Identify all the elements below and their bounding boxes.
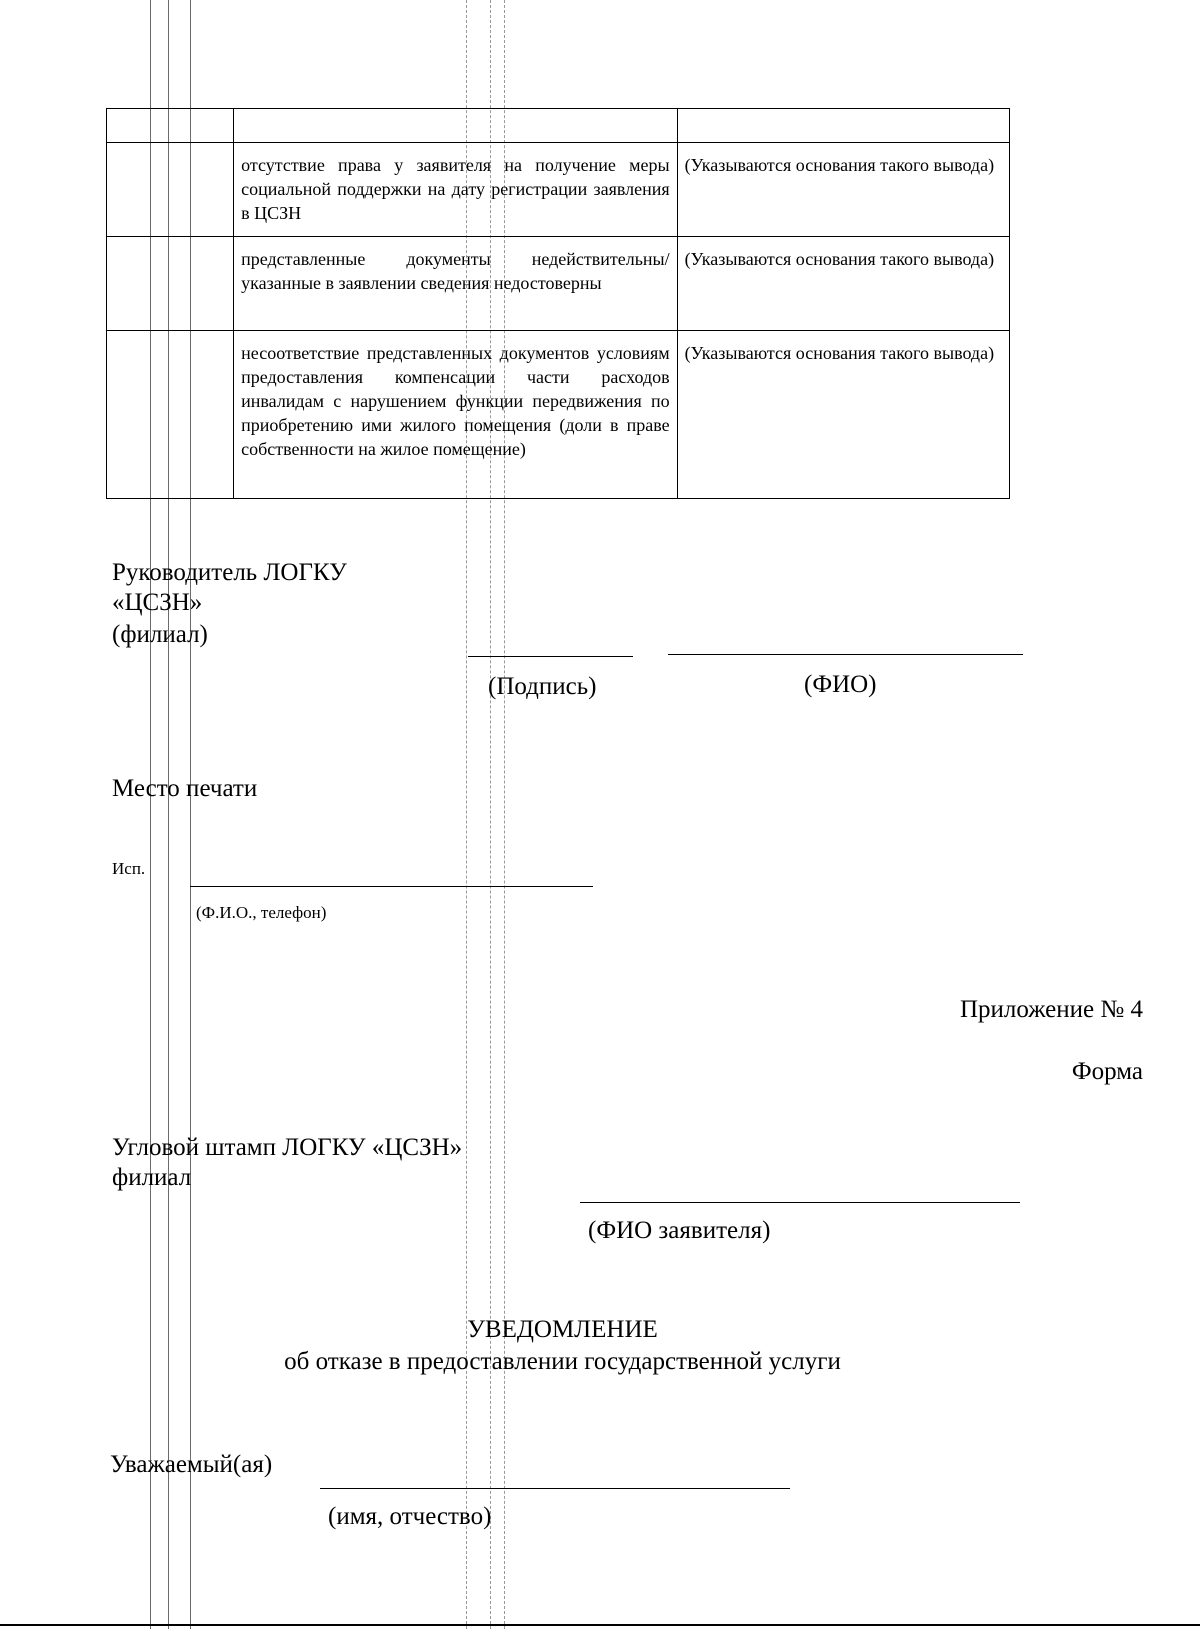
head-title-line-3: (филиал) (112, 621, 208, 648)
signature-caption: (Подпись) (488, 673, 597, 700)
form-label: Форма (1071, 1058, 1143, 1085)
table-cell-reason: несоответствие представленных документов условиям предоставления компенсации части расходов инвалидам с нарушением функции передвижения по приобретению ими жилого помещения (доли в праве собственности на жилое помещение) (234, 331, 677, 499)
table-cell-basis (677, 109, 1009, 143)
notice-title: УВЕДОМЛЕНИЕ (467, 1316, 658, 1343)
seal-place: Место печати (112, 775, 258, 802)
table-cell-basis: (Указываются основания такого вывода) (677, 331, 1009, 499)
head-title-line-2: «ЦСЗН» (112, 589, 203, 616)
name-line (320, 1488, 790, 1489)
applicant-caption: (ФИО заявителя) (588, 1217, 771, 1244)
table-cell-basis: (Указываются основания такого вывода) (677, 143, 1009, 237)
table-row (107, 237, 1010, 331)
name-caption: (имя, отчество) (328, 1503, 492, 1530)
executor-line (190, 886, 593, 887)
table-cell-number (107, 109, 234, 143)
appendix-label: Приложение № 4 (959, 996, 1143, 1023)
table-row (107, 331, 1010, 499)
greeting: Уважаемый(ая) (110, 1451, 273, 1478)
table-cell-number (107, 237, 234, 331)
table-row (107, 109, 1010, 143)
corner-stamp-line-1: Угловой штамп ЛОГКУ «ЦСЗН» (112, 1134, 463, 1161)
table-row (107, 143, 1010, 237)
corner-stamp-line-2: филиал (112, 1164, 192, 1191)
fio-line (668, 654, 1023, 655)
page-bottom-edge (0, 1624, 1200, 1626)
refusal-reasons-table (106, 108, 1010, 499)
applicant-line (580, 1202, 1020, 1203)
table-cell-basis: (Указываются основания такого вывода) (677, 237, 1009, 331)
notice-subtitle: об отказе в предоставлении государственной услуги (284, 1348, 841, 1375)
table-cell-number (107, 331, 234, 499)
signature-line (468, 656, 633, 657)
table-cell-reason: отсутствие права у заявителя на получение меры социальной поддержки на дату регистрации заявления в ЦСЗН (234, 143, 677, 237)
fio-caption: (ФИО) (804, 671, 877, 698)
executor-caption: (Ф.И.О., телефон) (196, 903, 327, 922)
table-cell-reason: представленные документы недействительны/указанные в заявлении сведения недостоверны (234, 237, 677, 331)
table-cell-reason (234, 109, 677, 143)
executor-label: Исп. (112, 859, 146, 878)
table-cell-number (107, 143, 234, 237)
head-title-line-1: Руководитель ЛОГКУ (112, 559, 347, 586)
